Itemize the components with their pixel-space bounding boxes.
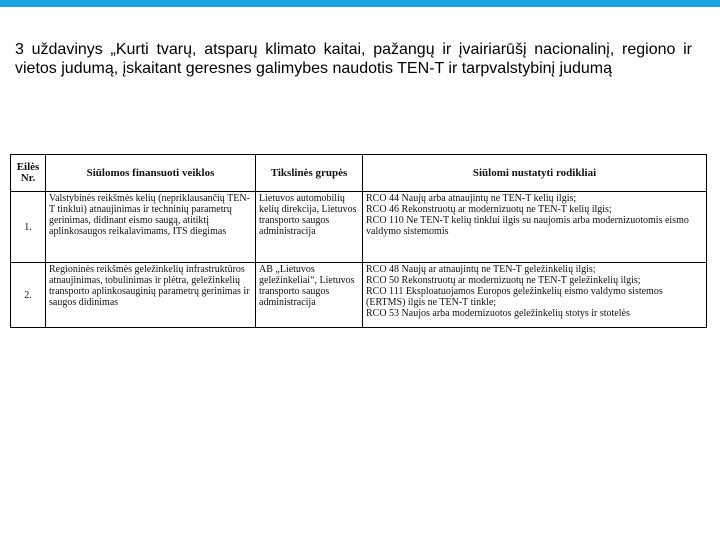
row-number: 2. (11, 263, 46, 328)
activities-table-wrapper (10, 154, 706, 328)
row-number: 1. (11, 192, 46, 263)
table-header-row (11, 155, 707, 192)
header-indicators: Siūlomi nustatyti rodikliai (363, 155, 707, 192)
indicator-item: RCO 50 Rekonstruotų ar modernizuotų ne TEN-T geležinkelių ilgis; (366, 275, 641, 286)
slide-heading: 3 uždavinys „Kurti tvarų, atsparų klimato kaitai, pažangų ir įvairiarūšį nacionalinį, regiono ir vietos judumą, įskaitant geresnes galimybes naudotis TEN-T ir tarpvalstybinį judumą (15, 41, 692, 77)
targets-text: AB „Lietuvos geležinkeliai“, Lietuvos transporto saugos administracija (259, 264, 355, 308)
row-indicators (363, 263, 707, 328)
header-targets: Tikslinės grupės (256, 155, 363, 192)
table-row (11, 192, 707, 263)
table-row (11, 263, 707, 328)
row-indicators (363, 192, 707, 263)
row-targets (256, 263, 363, 328)
indicator-item: RCO 46 Rekonstruotų ar modernizuotų ne TEN-T kelių ilgis; (366, 204, 612, 215)
row-targets (256, 192, 363, 263)
activities-text: Regioninės reikšmės geležinkelių infrastruktūros atnaujinimas, tobulinimas ir plėtra, geležinkelių transporto aplinkosauginių parametrų gerinimas ir saugos didinimas (49, 264, 250, 308)
indicator-item: RCO 48 Naujų ar atnaujintų ne TEN-T geležinkelių ilgis; (366, 264, 596, 275)
indicator-item: RCO 44 Naujų arba atnaujintų ne TEN-T kelių ilgis; (366, 193, 577, 204)
activities-text: Valstybinės reikšmės kelių (nepriklausančių TEN-T tinklui) atnaujinimas ir techninių parametrų gerinimas, didinant eismo saugą, atitiktį aplinkosaugos reikalavimams, ITS diegimas (49, 193, 250, 237)
top-accent-bar (0, 0, 720, 7)
indicator-item: RCO 110 Ne TEN-T kelių tinklui ilgis su naujomis arba modernizuotomis eismo valdymo sistemomis (366, 215, 689, 237)
header-activities: Siūlomos finansuoti veiklos (46, 155, 256, 192)
activities-table (10, 154, 707, 328)
indicator-item: RCO 53 Naujos arba modernizuotos geležinkelių stotys ir stotelės (366, 308, 630, 319)
row-activities (46, 192, 256, 263)
header-nr: Eilės Nr. (11, 155, 46, 192)
row-activities (46, 263, 256, 328)
targets-text: Lietuvos automobilių kelių direkcija, Lietuvos transporto saugos administracija (259, 193, 357, 237)
indicator-item: RCO 111 Eksploatuojamos Europos geležinkelių eismo valdymo sistemos (ERTMS) ilgis ne TEN-T tinkle; (366, 286, 663, 308)
